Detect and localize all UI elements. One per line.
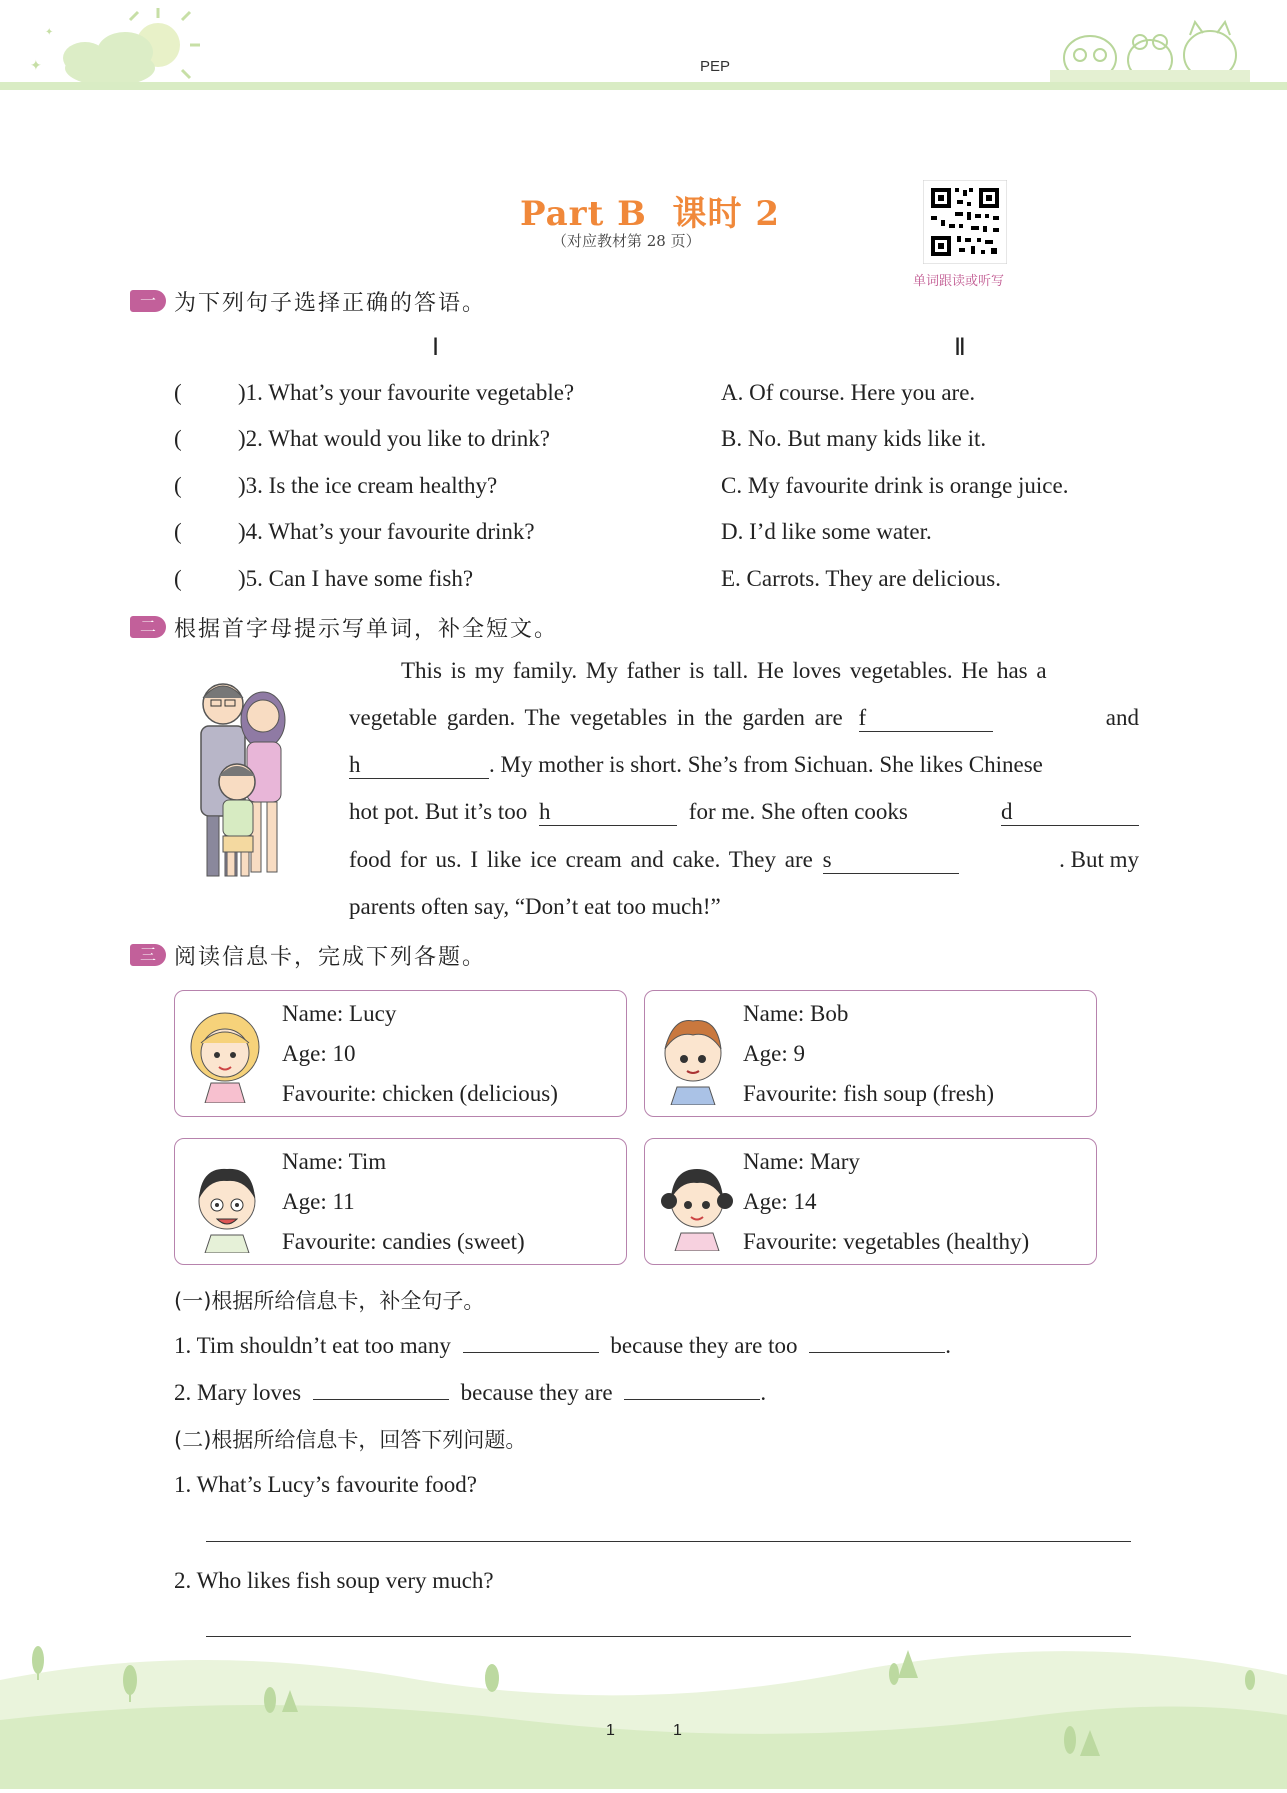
bob-avatar	[653, 1009, 733, 1105]
answer-B: B. No. But many kids like it.	[721, 426, 987, 451]
info-card-lucy	[174, 990, 627, 1117]
part1-q2	[174, 1379, 766, 1406]
qr-code-icon	[923, 180, 1007, 264]
part2-title: (二)根据所给信息卡，回答下列问题。	[174, 1428, 527, 1452]
blank-candies[interactable]	[463, 1332, 599, 1353]
q-text: 2. Mary loves	[174, 1380, 302, 1405]
tim-avatar	[187, 1157, 267, 1253]
answer-E: E. Carrots. They are delicious.	[721, 566, 1001, 591]
passage-text: vegetable garden. The vegetables in the garden are	[349, 705, 843, 730]
hint-letter: h	[539, 799, 551, 824]
blank-sweet[interactable]	[809, 1332, 945, 1353]
bob-age: Age: 9	[743, 1041, 805, 1066]
hint-letter: f	[858, 705, 867, 730]
q3-paren: (	[174, 473, 182, 498]
answer-D: D. I’d like some water.	[721, 519, 932, 544]
q2-paren: (	[174, 426, 182, 451]
lucy-favourite: Favourite: chicken (delicious)	[282, 1081, 558, 1106]
q4-text: )4. What’s your favourite drink?	[238, 519, 535, 544]
q1-paren: (	[174, 380, 182, 405]
footer-hills	[0, 1620, 1287, 1789]
q-text: .	[945, 1333, 951, 1358]
passage-line-4	[349, 799, 1139, 826]
footer-landscape	[0, 1620, 1287, 1789]
passage-line-6: parents often say, “Don’t eat too much!”	[349, 894, 721, 919]
svg-text:✦: ✦	[45, 27, 54, 38]
tim-age: Age: 11	[282, 1189, 355, 1214]
answer-C: C. My favourite drink is orange juice.	[721, 473, 1069, 498]
answer-A: A. Of course. Here you are.	[721, 380, 976, 405]
column-I-heading: Ⅰ	[432, 335, 440, 361]
info-card-bob	[644, 990, 1097, 1117]
info-card-mary	[644, 1138, 1097, 1265]
hint-letter: h	[349, 752, 361, 777]
q-text: 1. Tim shouldn’t eat too many	[174, 1333, 451, 1358]
page-number-right: 1	[673, 1722, 682, 1739]
passage-line-1: This is my family. My father is tall. He loves vegetables. He has a	[401, 658, 1047, 683]
blank-vegetables[interactable]	[313, 1379, 449, 1400]
svg-text:✦: ✦	[30, 58, 42, 74]
header-art	[0, 0, 1287, 95]
mary-favourite: Favourite: vegetables (healthy)	[743, 1229, 1030, 1254]
passage-text: hot pot. But it’s too	[349, 799, 528, 824]
passage-text: . My mother is short. She’s from Sichuan. She likes Chinese	[489, 752, 1043, 777]
q1-text: )1. What’s your favourite vegetable?	[238, 380, 575, 405]
q5-paren: (	[174, 566, 182, 591]
part1-title: (一)根据所给信息卡，补全句子。	[174, 1289, 485, 1313]
q-text: .	[760, 1380, 767, 1405]
section2-badge: 二	[130, 616, 166, 638]
q3-text: )3. Is the ice cream healthy?	[238, 473, 498, 498]
part2-q1: 1. What’s Lucy’s favourite food?	[174, 1472, 477, 1497]
q-text: because they are too	[610, 1333, 798, 1358]
blank-d[interactable]	[1001, 799, 1139, 826]
qr-caption: 单词跟读或听写	[913, 274, 1005, 289]
hint-letter: s	[822, 847, 832, 872]
section1-title: 为下列句子选择正确的答语。	[174, 291, 487, 316]
lucy-name: Name: Lucy	[282, 1001, 397, 1026]
page-title: Part B 课时 2	[520, 194, 781, 234]
blank-h2[interactable]	[539, 799, 677, 826]
q-text: because they are	[460, 1380, 613, 1405]
lucy-avatar	[185, 1007, 265, 1103]
passage-text: . But my	[1059, 847, 1139, 872]
passage-line-3	[349, 752, 1043, 779]
bob-favourite: Favourite: fish soup (fresh)	[743, 1081, 995, 1106]
passage-line-2	[349, 705, 1139, 732]
passage-text: food for us. I like ice cream and cake. They are	[349, 847, 813, 872]
q5-text: )5. Can I have some fish?	[238, 566, 474, 591]
mary-avatar	[657, 1155, 737, 1251]
passage-text: and	[1105, 705, 1139, 730]
section1-badge: 一	[130, 290, 166, 312]
section3-badge: 三	[130, 944, 166, 966]
blank-h1[interactable]	[349, 752, 489, 779]
q2-text: )2. What would you like to drink?	[238, 426, 550, 451]
info-card-tim	[174, 1138, 627, 1265]
family-illustration	[185, 670, 305, 890]
bob-name: Name: Bob	[743, 1001, 849, 1026]
passage-text: for me. She often cooks	[688, 799, 908, 824]
header-decoration	[0, 0, 1287, 95]
blank-s[interactable]	[823, 847, 959, 874]
section2-title: 根据首字母提示写单词，补全短文。	[174, 617, 559, 642]
lucy-age: Age: 10	[282, 1041, 356, 1066]
mary-age: Age: 14	[743, 1189, 817, 1214]
mary-name: Name: Mary	[743, 1149, 860, 1174]
part2-q2: 2. Who likes fish soup very much?	[174, 1568, 494, 1593]
answer-line-1[interactable]	[206, 1541, 1131, 1542]
qr-code[interactable]	[923, 180, 1007, 264]
tim-favourite: Favourite: candies (sweet)	[282, 1229, 525, 1254]
header-edition: PEP	[700, 58, 731, 75]
part1-q1	[174, 1332, 951, 1359]
header-band	[0, 82, 1287, 90]
page-reference: （对应教材第 28 页）	[552, 232, 701, 250]
q4-paren: (	[174, 519, 182, 544]
blank-healthy[interactable]	[624, 1379, 760, 1400]
blank-f[interactable]	[859, 705, 993, 732]
family-figure	[185, 670, 305, 890]
column-II-heading: Ⅱ	[954, 335, 966, 361]
tim-name: Name: Tim	[282, 1149, 387, 1174]
hint-letter: d	[1001, 799, 1013, 824]
passage-line-5	[349, 847, 1139, 874]
section3-title: 阅读信息卡，完成下列各题。	[174, 945, 487, 970]
page-number-left: 1	[606, 1722, 615, 1739]
